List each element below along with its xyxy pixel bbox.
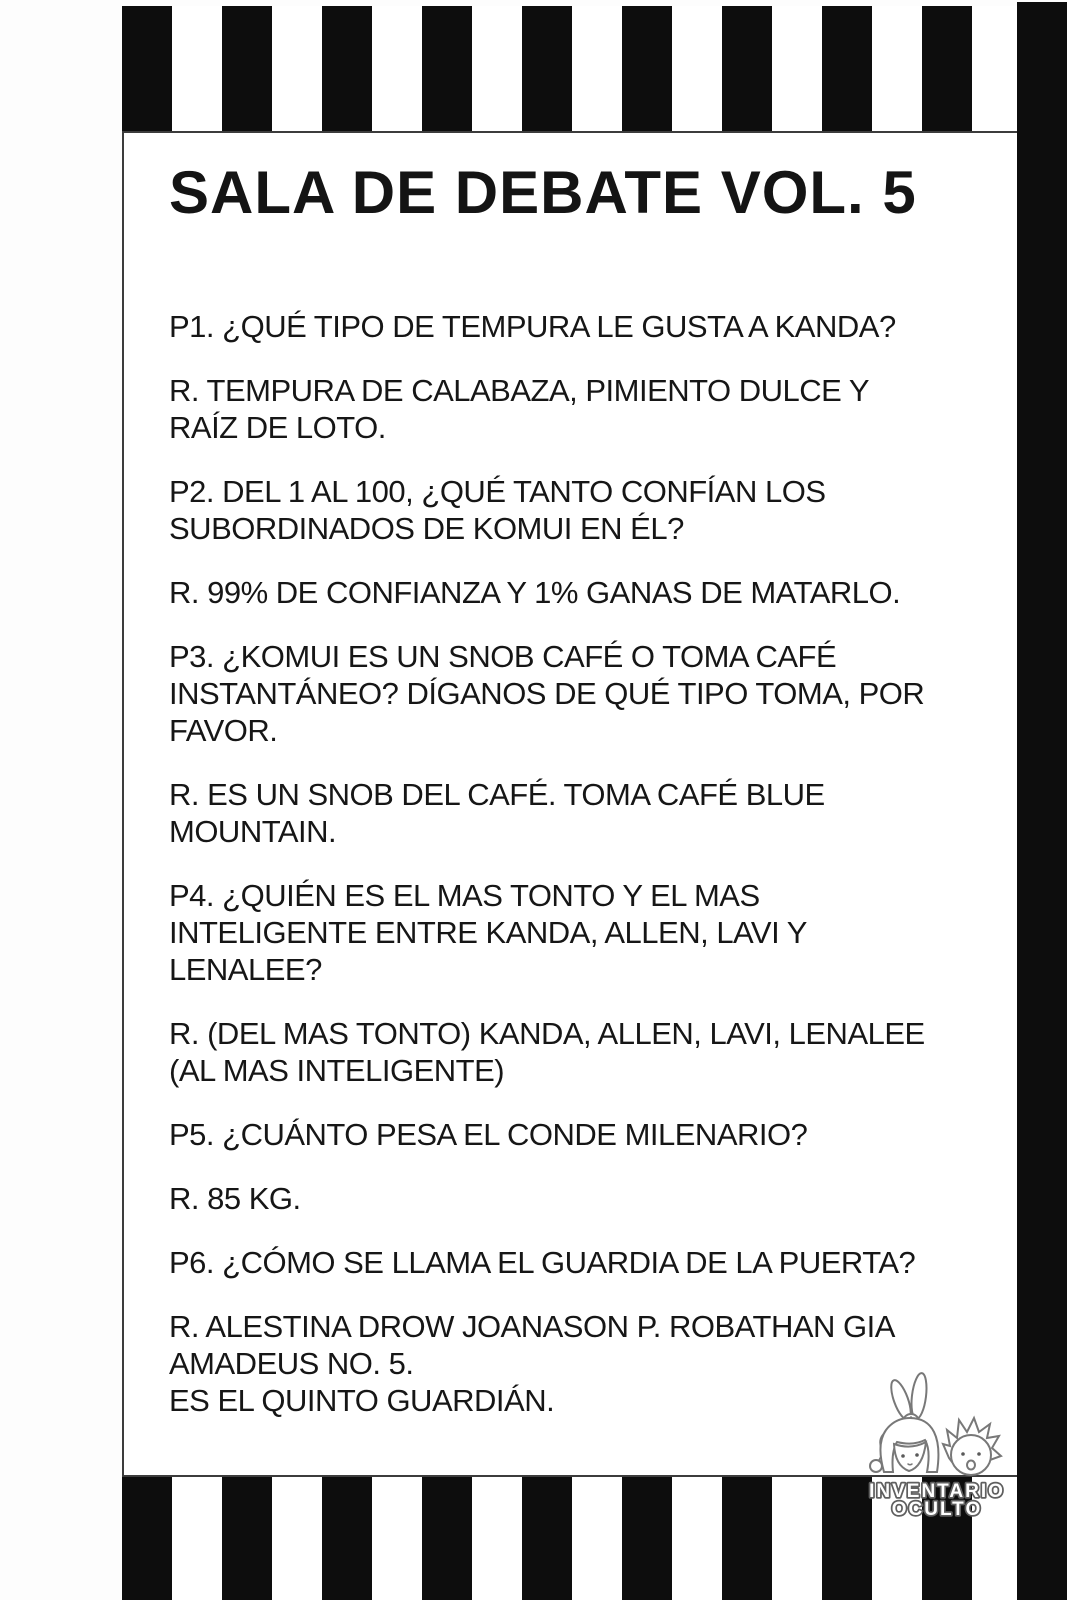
qa-list <box>169 308 979 1419</box>
text-line: P1. ¿QUÉ TIPO DE TEMPURA LE GUSTA A KANDA? <box>169 309 896 344</box>
text-line: P3. ¿KOMUI ES UN SNOB CAFÉ O TOMA CAFÉ <box>169 639 837 674</box>
chibi-boy-icon <box>943 1418 1001 1475</box>
watermark-group-name-2: OCULTO <box>891 1499 983 1520</box>
text-line: R. ALESTINA DROW JOANASON P. ROBATHAN GIA <box>169 1309 895 1344</box>
text-line: LENALEE? <box>169 952 322 987</box>
answer-1 <box>169 372 979 446</box>
answer-4 <box>169 1015 979 1089</box>
question-6 <box>169 1244 979 1281</box>
top-stripe-border <box>122 6 1017 131</box>
text-line: R. 85 KG. <box>169 1181 301 1216</box>
content-panel <box>122 131 1017 1477</box>
text-line: ES EL QUINTO GUARDIÁN. <box>169 1383 555 1418</box>
text-line: R. TEMPURA DE CALABAZA, PIMIENTO DULCE Y <box>169 373 870 408</box>
text-line: R. ES UN SNOB DEL CAFÉ. TOMA CAFÉ BLUE <box>169 777 825 812</box>
answer-3 <box>169 776 979 850</box>
page-title: SALA DE DEBATE VOL. 5 <box>169 159 917 226</box>
question-2 <box>169 473 979 547</box>
text-line: FAVOR. <box>169 713 278 748</box>
text-line: RAÍZ DE LOTO. <box>169 410 386 445</box>
text-line: R. (DEL MAS TONTO) KANDA, ALLEN, LAVI, LENALEE <box>169 1016 925 1051</box>
question-1 <box>169 308 979 345</box>
text-line: P5. ¿CUÁNTO PESA EL CONDE MILENARIO? <box>169 1117 808 1152</box>
answer-2 <box>169 574 979 611</box>
scanlation-watermark <box>853 1372 1018 1528</box>
right-black-band <box>1017 2 1067 1600</box>
chibi-girl-icon <box>870 1372 938 1472</box>
text-line: R. 99% DE CONFIANZA Y 1% GANAS DE MATARLO. <box>169 575 901 610</box>
question-4 <box>169 877 979 988</box>
text-line: AMADEUS NO. 5. <box>169 1346 414 1381</box>
text-line: P2. DEL 1 AL 100, ¿QUÉ TANTO CONFÍAN LOS <box>169 474 826 509</box>
text-line: MOUNTAIN. <box>169 814 337 849</box>
answer-5 <box>169 1180 979 1217</box>
text-line: SUBORDINADOS DE KOMUI EN ÉL? <box>169 511 684 546</box>
text-line: P4. ¿QUIÉN ES EL MAS TONTO Y EL MAS <box>169 878 760 913</box>
text-line: (AL MAS INTELIGENTE) <box>169 1053 505 1088</box>
text-line: P6. ¿CÓMO SE LLAMA EL GUARDIA DE LA PUERTA? <box>169 1245 916 1280</box>
text-line: INTELIGENTE ENTRE KANDA, ALLEN, LAVI Y <box>169 915 807 950</box>
question-3 <box>169 638 979 749</box>
text-line: INSTANTÁNEO? DÍGANOS DE QUÉ TIPO TOMA, POR <box>169 676 925 711</box>
watermark-group-name: INVENTARIO <box>869 1481 1005 1502</box>
question-5 <box>169 1116 979 1153</box>
